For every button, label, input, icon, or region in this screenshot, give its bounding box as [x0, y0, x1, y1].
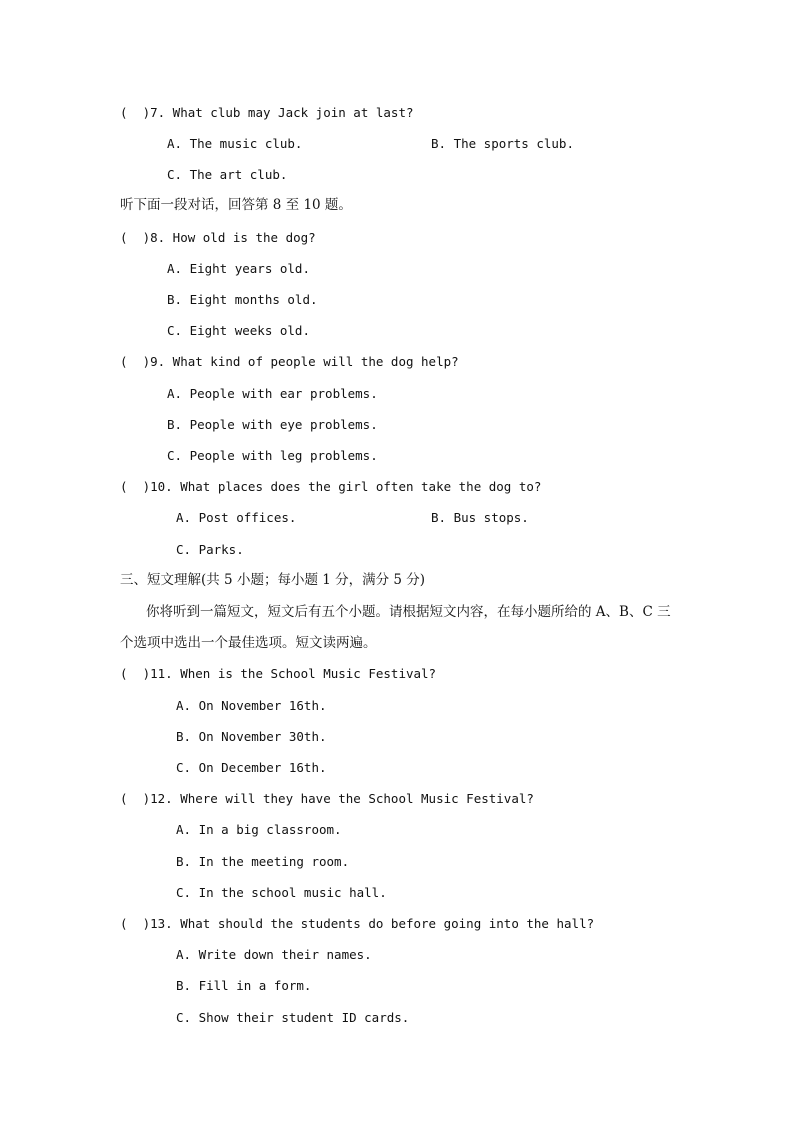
part-3-instruction-line-1: 你将听到一篇短文，短文后有五个小题。请根据短文内容，在每小题所给的 A、B、C 三 [146, 604, 671, 620]
question-12-option-a: A. In a big classroom. [176, 822, 342, 837]
question-11-option-b: B. On November 30th. [176, 729, 327, 744]
question-9-option-b: B. People with eye problems. [167, 417, 378, 432]
question-13-stem: ( )13. What should the students do before going into the hall? [120, 916, 595, 931]
question-7-option-b: B. The sports club. [431, 136, 574, 151]
question-9-option-a: A. People with ear problems. [167, 386, 378, 401]
question-13-option-b: B. Fill in a form. [176, 978, 312, 993]
question-13-option-c: C. Show their student ID cards. [176, 1010, 410, 1025]
section-8-10-instruction: 听下面一段对话，回答第 8 至 10 题。 [120, 197, 352, 213]
question-12-option-c: C. In the school music hall. [176, 885, 387, 900]
question-8-option-b: B. Eight months old. [167, 292, 318, 307]
question-10-option-b: B. Bus stops. [431, 510, 529, 525]
question-11-stem: ( )11. When is the School Music Festival? [120, 666, 437, 681]
question-11-option-c: C. On December 16th. [176, 760, 327, 775]
question-11-option-a: A. On November 16th. [176, 698, 327, 713]
question-12-option-b: B. In the meeting room. [176, 854, 350, 869]
question-10-stem: ( )10. What places does the girl often take the dog to? [120, 479, 542, 494]
part-3-heading: 三、短文理解(共 5 小题；每小题 1 分，满分 5 分) [120, 572, 426, 588]
question-7-option-a: A. The music club. [167, 136, 303, 151]
question-10-option-c: C. Parks. [176, 542, 244, 557]
question-13-option-a: A. Write down their names. [176, 947, 372, 962]
question-9-option-c: C. People with leg problems. [167, 448, 378, 463]
question-7-stem: ( )7. What club may Jack join at last? [120, 105, 414, 120]
question-8-option-c: C. Eight weeks old. [167, 323, 310, 338]
question-10-option-a: A. Post offices. [176, 510, 297, 525]
question-7-option-c: C. The art club. [167, 167, 288, 182]
question-8-stem: ( )8. How old is the dog? [120, 230, 316, 245]
question-9-stem: ( )9. What kind of people will the dog help? [120, 354, 459, 369]
question-8-option-a: A. Eight years old. [167, 261, 310, 276]
question-12-stem: ( )12. Where will they have the School Music Festival? [120, 791, 534, 806]
part-3-instruction-line-2: 个选项中选出一个最佳选项。短文读两遍。 [120, 635, 377, 651]
